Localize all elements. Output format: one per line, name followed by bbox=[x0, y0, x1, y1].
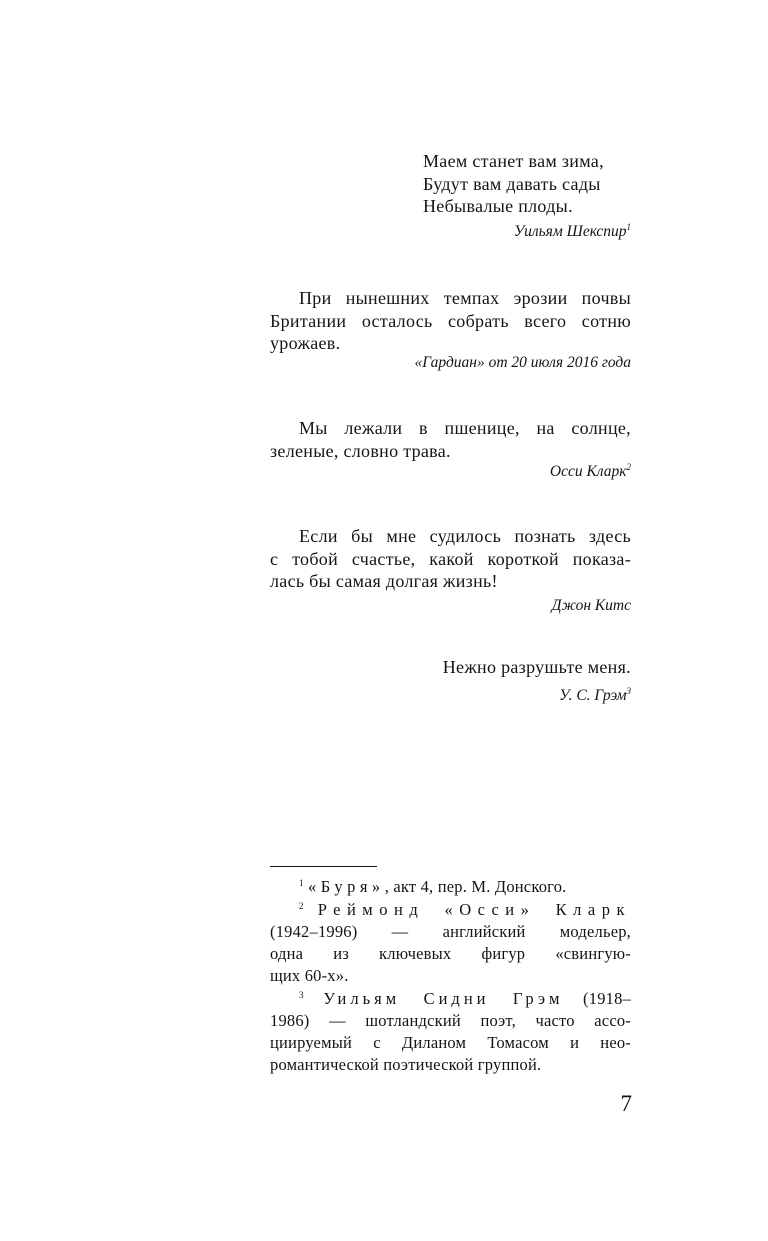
footnote-divider bbox=[270, 866, 377, 867]
epigraph-line: Мы лежали в пшенице, на солнце, bbox=[299, 418, 631, 438]
epigraph-line: с тобой счастье, какой короткой показа- bbox=[270, 548, 631, 569]
footnote-mark: 1 bbox=[299, 878, 304, 888]
footnote-line: 1986) — шотландский поэт, часто ассо- bbox=[270, 1011, 631, 1030]
epigraph-shakespeare bbox=[423, 150, 604, 218]
author-name: Уильям Шекспир bbox=[513, 223, 627, 240]
epigraph-line: урожаев. bbox=[270, 333, 341, 353]
attribution-clark bbox=[550, 462, 631, 482]
author-name: «Гардиан» от 20 июля 2016 года bbox=[414, 354, 631, 371]
epigraph-line: При нынешних темпах эрозии почвы bbox=[299, 288, 631, 308]
footnote-text: , акт 4, пер. М. Донского. bbox=[384, 877, 567, 896]
epigraph-line: Будут вам давать сады bbox=[423, 173, 601, 194]
attribution-keats bbox=[552, 596, 631, 616]
epigraph-line: Британии осталось собрать всего сотню bbox=[270, 310, 631, 331]
footnote-line bbox=[270, 899, 631, 921]
footnote-text: (1918– bbox=[563, 989, 631, 1008]
author-name: Джон Китс bbox=[551, 597, 631, 614]
footnote-line: щих 60-х». bbox=[270, 966, 349, 985]
page-number: 7 bbox=[620, 1091, 632, 1116]
epigraph-line: Маем станет вам зима, bbox=[423, 151, 604, 171]
footnote-line bbox=[270, 876, 631, 898]
footnote-line bbox=[270, 988, 631, 1010]
epigraph-graham bbox=[443, 656, 631, 679]
epigraph-line: зеленые, словно трава. bbox=[270, 440, 451, 461]
footnote-name: Уильям Сидни Грэм bbox=[323, 989, 564, 1008]
footnote-mark: 2 bbox=[299, 901, 304, 911]
footnote-1 bbox=[270, 876, 631, 898]
epigraph-line: Если бы мне судилось познать здесь bbox=[299, 526, 631, 546]
author-name: Осси Кларк bbox=[549, 463, 627, 480]
epigraph-guardian bbox=[270, 287, 631, 355]
footnote-line: одна из ключевых фигур «свингую- bbox=[270, 944, 631, 963]
footnote-name: Реймонд «Осси» Кларк bbox=[317, 900, 631, 919]
footnote-name: «Буря» bbox=[308, 877, 385, 896]
footnote-line: (1942–1996) — английский модельер, bbox=[270, 922, 631, 941]
author-name: У. С. Грэм bbox=[559, 687, 627, 704]
attribution-guardian bbox=[414, 353, 631, 373]
footnote-ref: 2 bbox=[626, 462, 631, 472]
footnote-line: романтической поэтической группой. bbox=[270, 1055, 542, 1074]
footnote-mark: 3 bbox=[299, 990, 304, 1000]
epigraph-line: лась бы самая долгая жизнь! bbox=[270, 571, 498, 591]
epigraph-keats bbox=[270, 525, 631, 593]
footnote-2 bbox=[270, 899, 631, 987]
epigraph-clark bbox=[270, 417, 631, 462]
epigraph-line: Небывалые плоды. bbox=[423, 196, 573, 216]
footnote-ref: 3 bbox=[626, 686, 631, 696]
footnote-line: циируемый с Диланом Томасом и нео- bbox=[270, 1033, 631, 1052]
epigraph-line: Нежно разрушьте меня. bbox=[442, 657, 631, 677]
attribution-graham bbox=[559, 686, 631, 706]
footnote-ref: 1 bbox=[626, 222, 631, 232]
attribution-shakespeare bbox=[514, 222, 631, 242]
footnote-3 bbox=[270, 988, 631, 1076]
footnotes bbox=[270, 876, 631, 1076]
